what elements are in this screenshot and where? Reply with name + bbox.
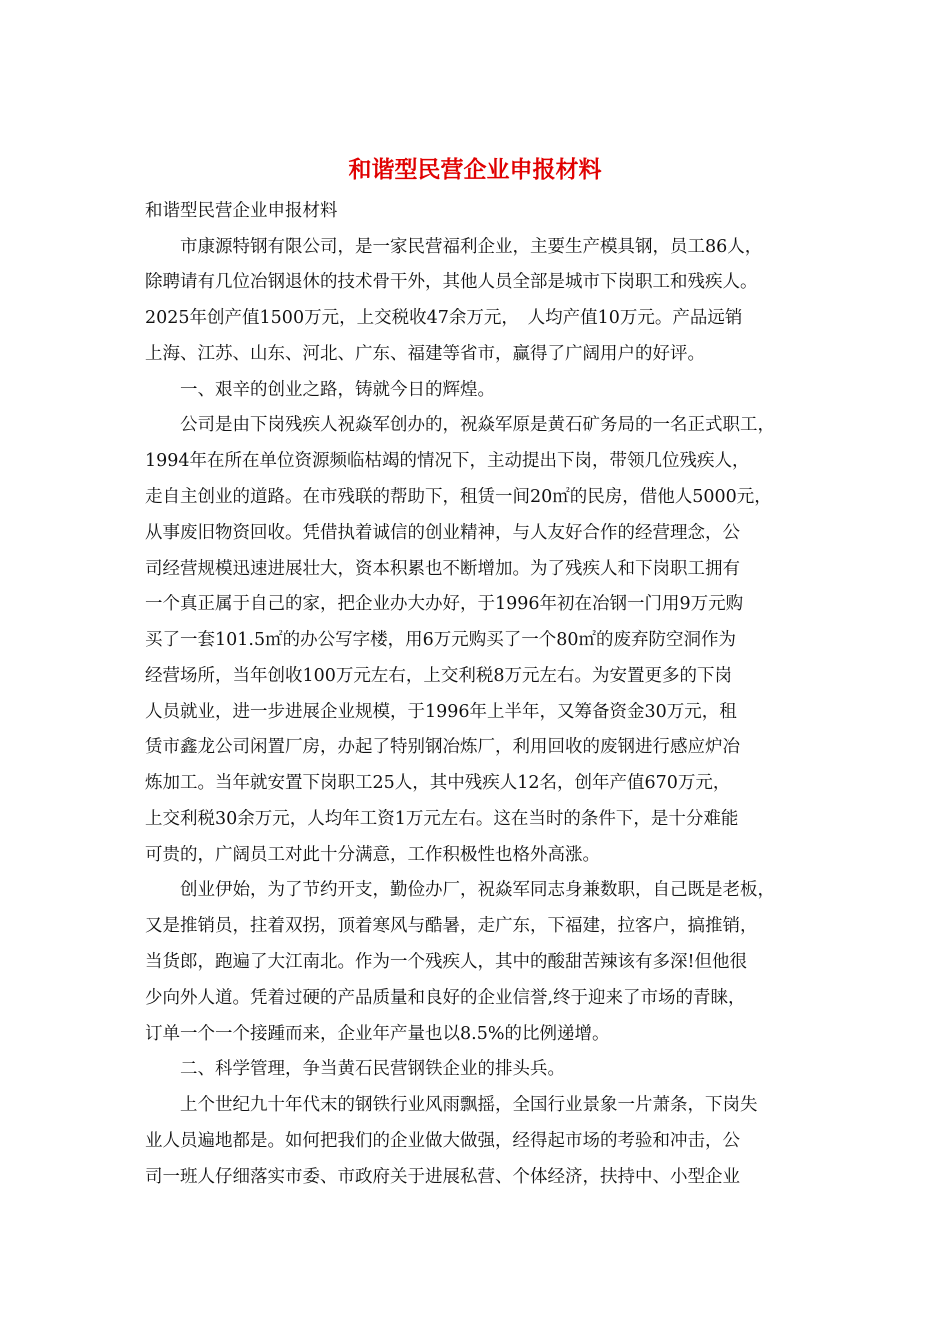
body-line: 公司是由下岗残疾人祝焱军创办的，祝焱军原是黄石矿务局的一名正式职工， (145, 415, 775, 435)
body-line: 买了一套101.5㎡的办公写字楼，用6万元购买了一个80㎡的废弃防空洞作为 (145, 630, 736, 650)
body-line: 可贵的，广阔员工对此十分满意，工作积极性也格外高涨。 (145, 845, 600, 865)
body-line: 当货郎，跑遍了大江南北。作为一个残疾人，其中的酸甜苦辣该有多深!但他很 (145, 952, 748, 972)
body-line: 1994年在所在单位资源频临枯竭的情况下，主动提出下岗，带领几位残疾人， (145, 451, 750, 471)
body-line: 除聘请有几位冶钢退休的技术骨干外，其他人员全部是城市下岗职工和残疾人。 (145, 272, 758, 292)
body-line: 一个真正属于自己的家，把企业办大办好，于1996年初在冶钢一门用9万元购 (145, 594, 744, 614)
document-title: 和谐型民营企业申报材料 (348, 156, 602, 183)
body-line: 少向外人道。凭着过硬的产品质量和良好的企业信誉,终于迎来了市场的青睐， (145, 988, 746, 1008)
body-line: 炼加工。当年就安置下岗职工25人，其中残疾人12名，创年产值670万元， (145, 773, 731, 793)
body-line: 司经营规模迅速进展壮大，资本积累也不断增加。为了残疾人和下岗职工拥有 (145, 559, 740, 579)
body-line: 一、艰辛的创业之路，铸就今日的辉煌。 (145, 380, 495, 400)
body-line: 上交利税30余万元，人均年工资1万元左右。这在当时的条件下，是十分难能 (145, 809, 739, 829)
body-line: 二、科学管理，争当黄石民营钢铁企业的排头兵。 (145, 1059, 565, 1079)
body-line: 市康源特钢有限公司，是一家民营福利企业，主要生产模具钢，员工86人， (145, 237, 763, 257)
body-line: 创业伊始，为了节约开支，勤俭办厂，祝焱军同志身兼数职，自己既是老板， (145, 880, 775, 900)
body-line: 和谐型民营企业申报材料 (145, 201, 338, 221)
body-line: 司一班人仔细落实市委、市政府关于进展私营、个体经济，扶持中、小型企业 (145, 1167, 740, 1187)
body-line: 2025年创产值1500万元，上交税收47余万元， 人均产值10万元。产品远销 (145, 308, 743, 328)
body-line: 从事废旧物资回收。凭借执着诚信的创业精神，与人友好合作的经营理念，公 (145, 523, 740, 543)
body-line: 赁市鑫龙公司闲置厂房，办起了特别钢冶炼厂，利用回收的废钢进行感应炉冶 (145, 737, 740, 757)
body-line: 又是推销员，拄着双拐，顶着寒风与酷暑，走广东，下福建，拉客户，搞推销， (145, 916, 758, 936)
body-line: 经营场所，当年创收100万元左右，上交利税8万元左右。为安置更多的下岗 (145, 666, 733, 686)
body-line: 走自主创业的道路。在市残联的帮助下，租赁一间20㎡的民房，借他人5000元， (145, 487, 772, 507)
body-line: 订单一个一个接踵而来，企业年产量也以8.5%的比例递增。 (145, 1024, 610, 1044)
body-line: 上个世纪九十年代末的钢铁行业风雨飘摇，全国行业景象一片萧条，下岗失 (145, 1095, 758, 1115)
body-line: 人员就业，进一步进展企业规模，于1996年上半年，又筹备资金30万元，租 (145, 702, 737, 722)
body-line: 业人员遍地都是。如何把我们的企业做大做强，经得起市场的考验和冲击，公 (145, 1131, 740, 1151)
body-line: 上海、江苏、山东、河北、广东、福建等省市，赢得了广阔用户的好评。 (145, 344, 705, 364)
